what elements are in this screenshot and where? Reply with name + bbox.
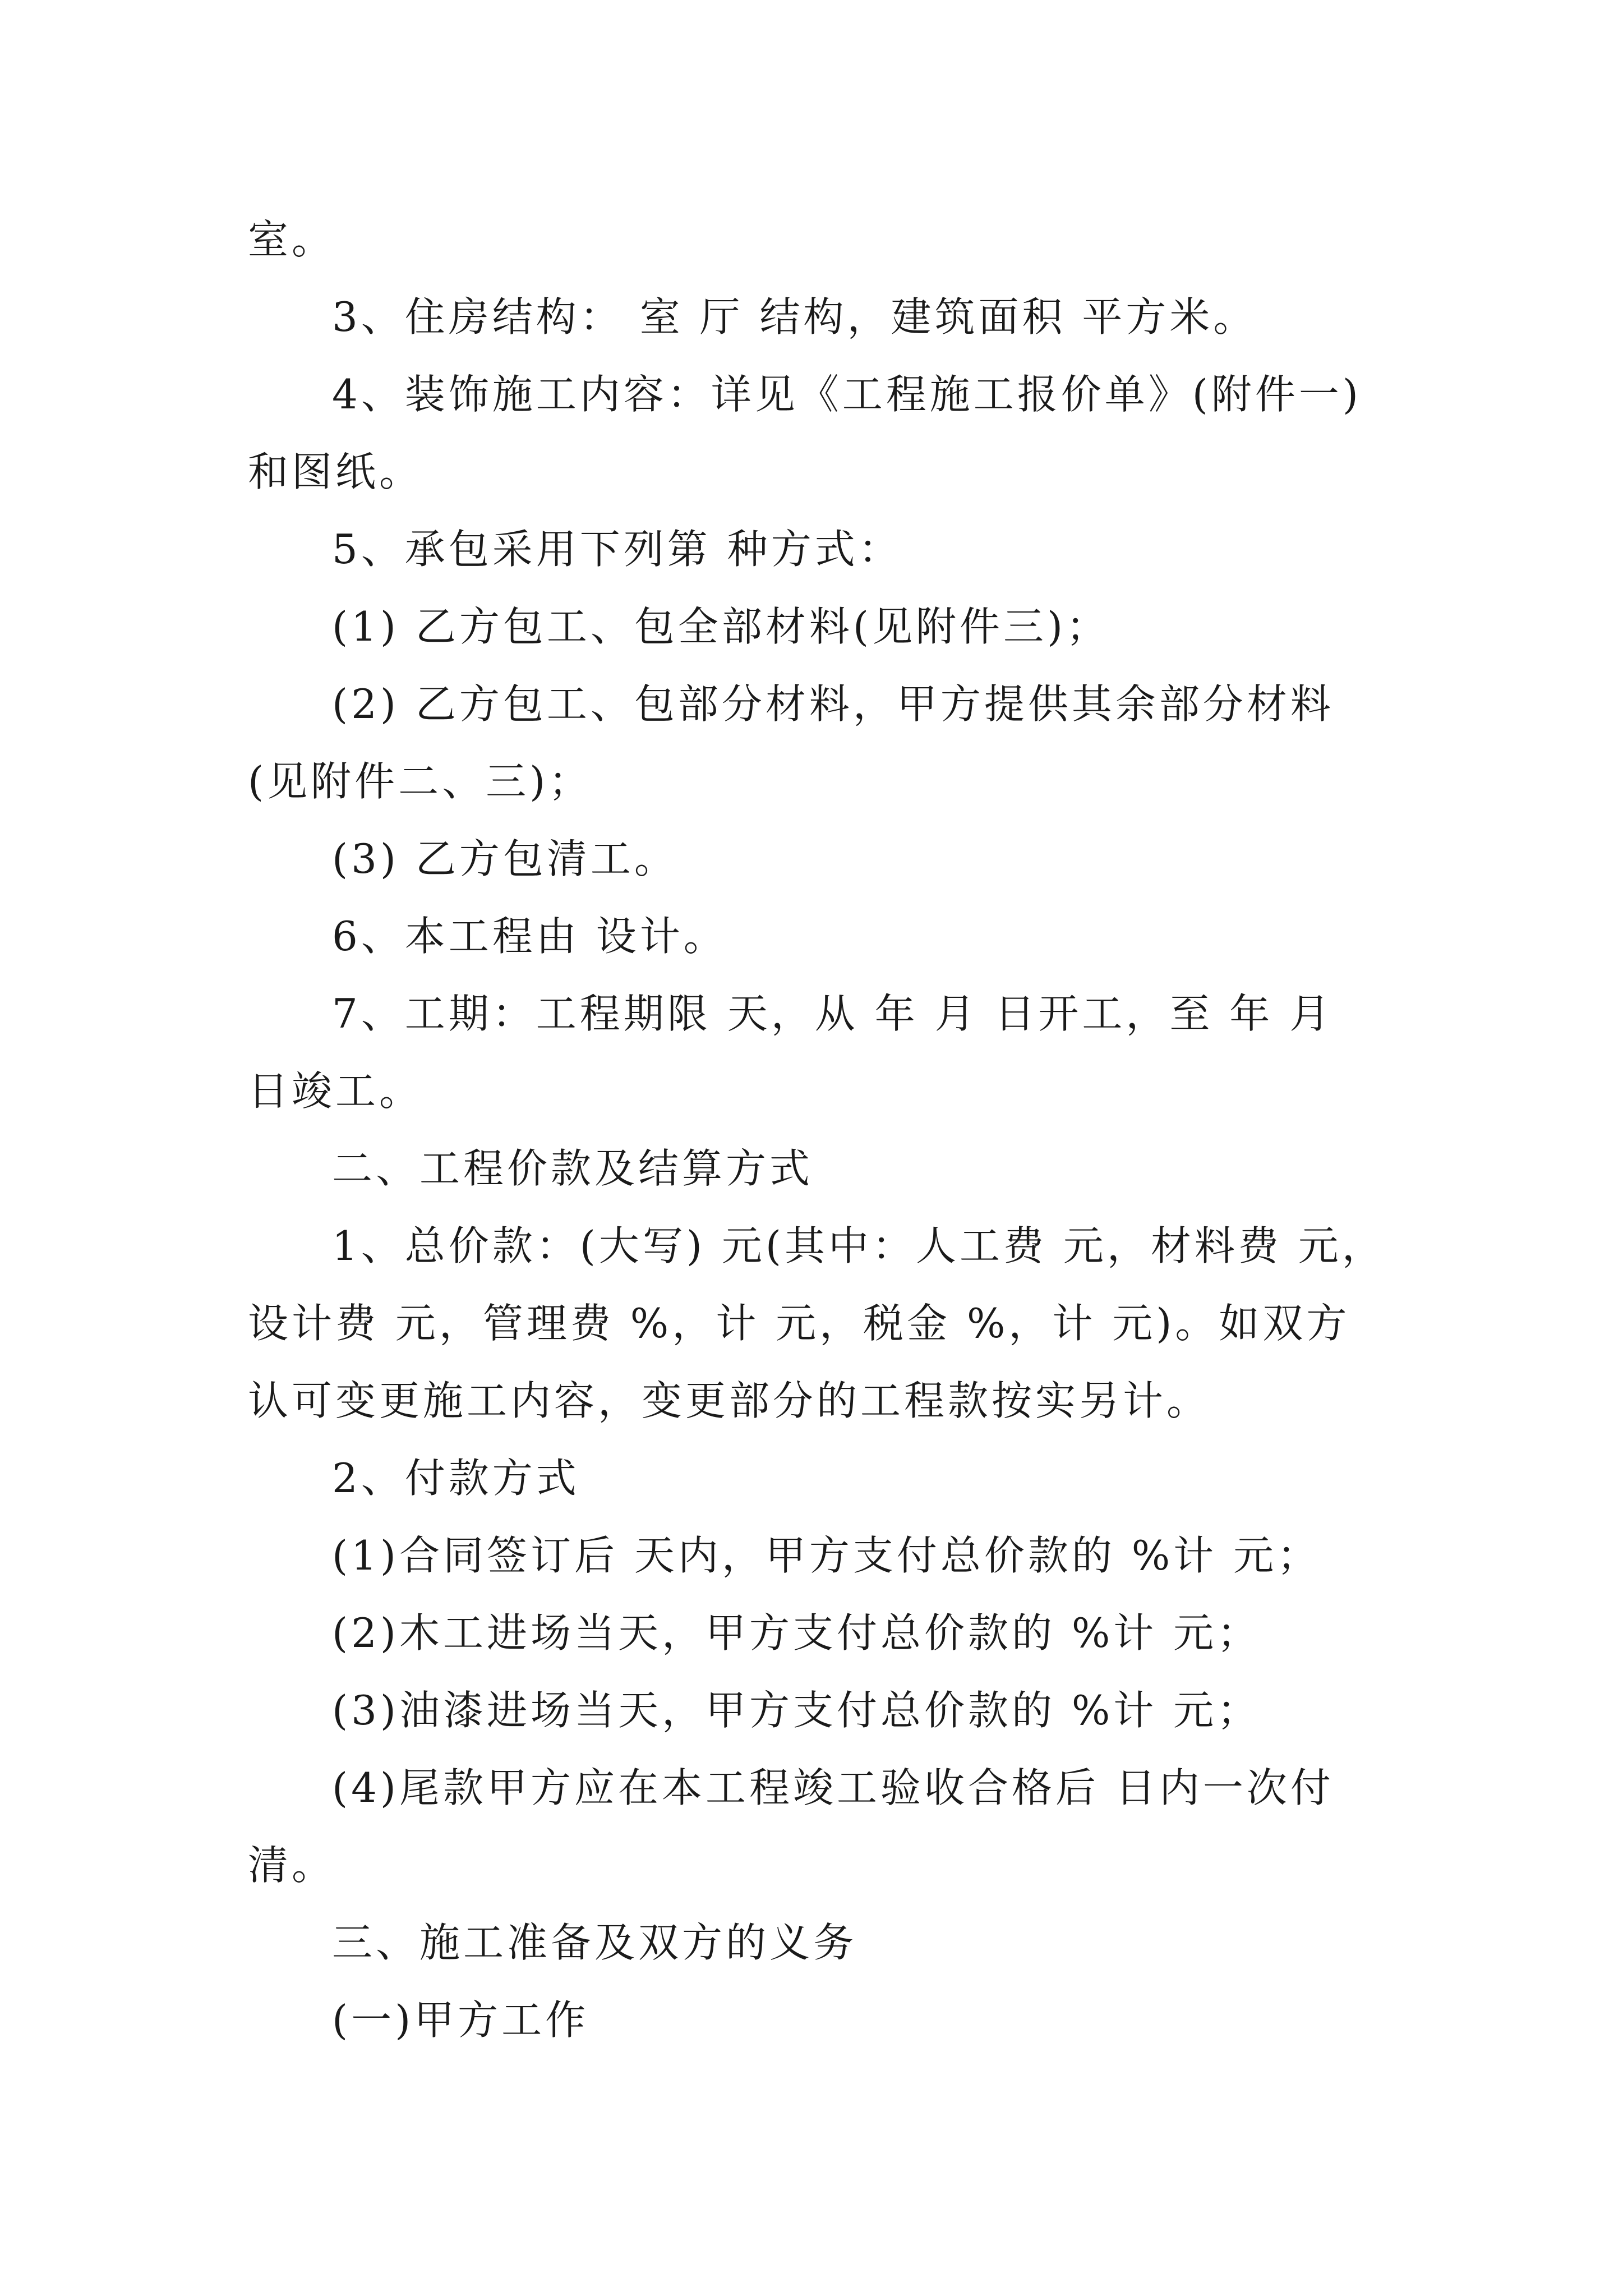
subsection-heading-1: (一)甲方工作 (332, 1996, 589, 2044)
paragraph-4: 5、承包采用下列第 种方式： (332, 526, 902, 573)
paragraph-15: (3)油漆进场当天，甲方支付总价款的 %计 元； (332, 1687, 1261, 1734)
paragraph-7: (3) 乙方包清工。 (332, 835, 678, 882)
paragraph-12: 2、付款方式 (332, 1455, 580, 1502)
paragraph-3: 4、装饰施工内容：详见《工程施工报价单》(附件一)和图纸。 (248, 371, 1362, 495)
paragraph-13: (1)合同签订后 天内，甲方支付总价款的 %计 元； (332, 1532, 1321, 1579)
paragraph-8: 6、本工程由 设计。 (332, 913, 727, 960)
paragraph-16: (4)尾款甲方应在本工程竣工验收合格后 日内一次付清。 (248, 1764, 1334, 1889)
paragraph-2: 3、住房结构： 室 厅 结构，建筑面积 平方米。 (332, 293, 1257, 341)
paragraph-9: 7、工期：工程期限 天，从 年 月 日开工，至 年 月 日竣工。 (248, 990, 1334, 1115)
paragraph-1: 室。 (248, 216, 336, 263)
paragraph-6: (2) 乙方包工、包部分材料，甲方提供其余部分材料(见附件二、三)； (248, 680, 1334, 805)
section-heading-3: 三、施工准备及双方的义务 (332, 1919, 857, 1966)
paragraph-5: (1) 乙方包工、包全部材料(见附件三)； (332, 603, 1110, 650)
paragraph-14: (2)木工进场当天，甲方支付总价款的 %计 元； (332, 1609, 1261, 1657)
paragraph-11: 1、总价款：(大写) 元(其中：人工费 元，材料费 元，设计费 元，管理费 %，计 元，税金 %，计 元)。如双方认可变更施工内容，变更部分的工程款按实另计。 (248, 1222, 1386, 1424)
document-body (248, 201, 1386, 2059)
section-heading-2: 二、工程价款及结算方式 (332, 1145, 814, 1192)
